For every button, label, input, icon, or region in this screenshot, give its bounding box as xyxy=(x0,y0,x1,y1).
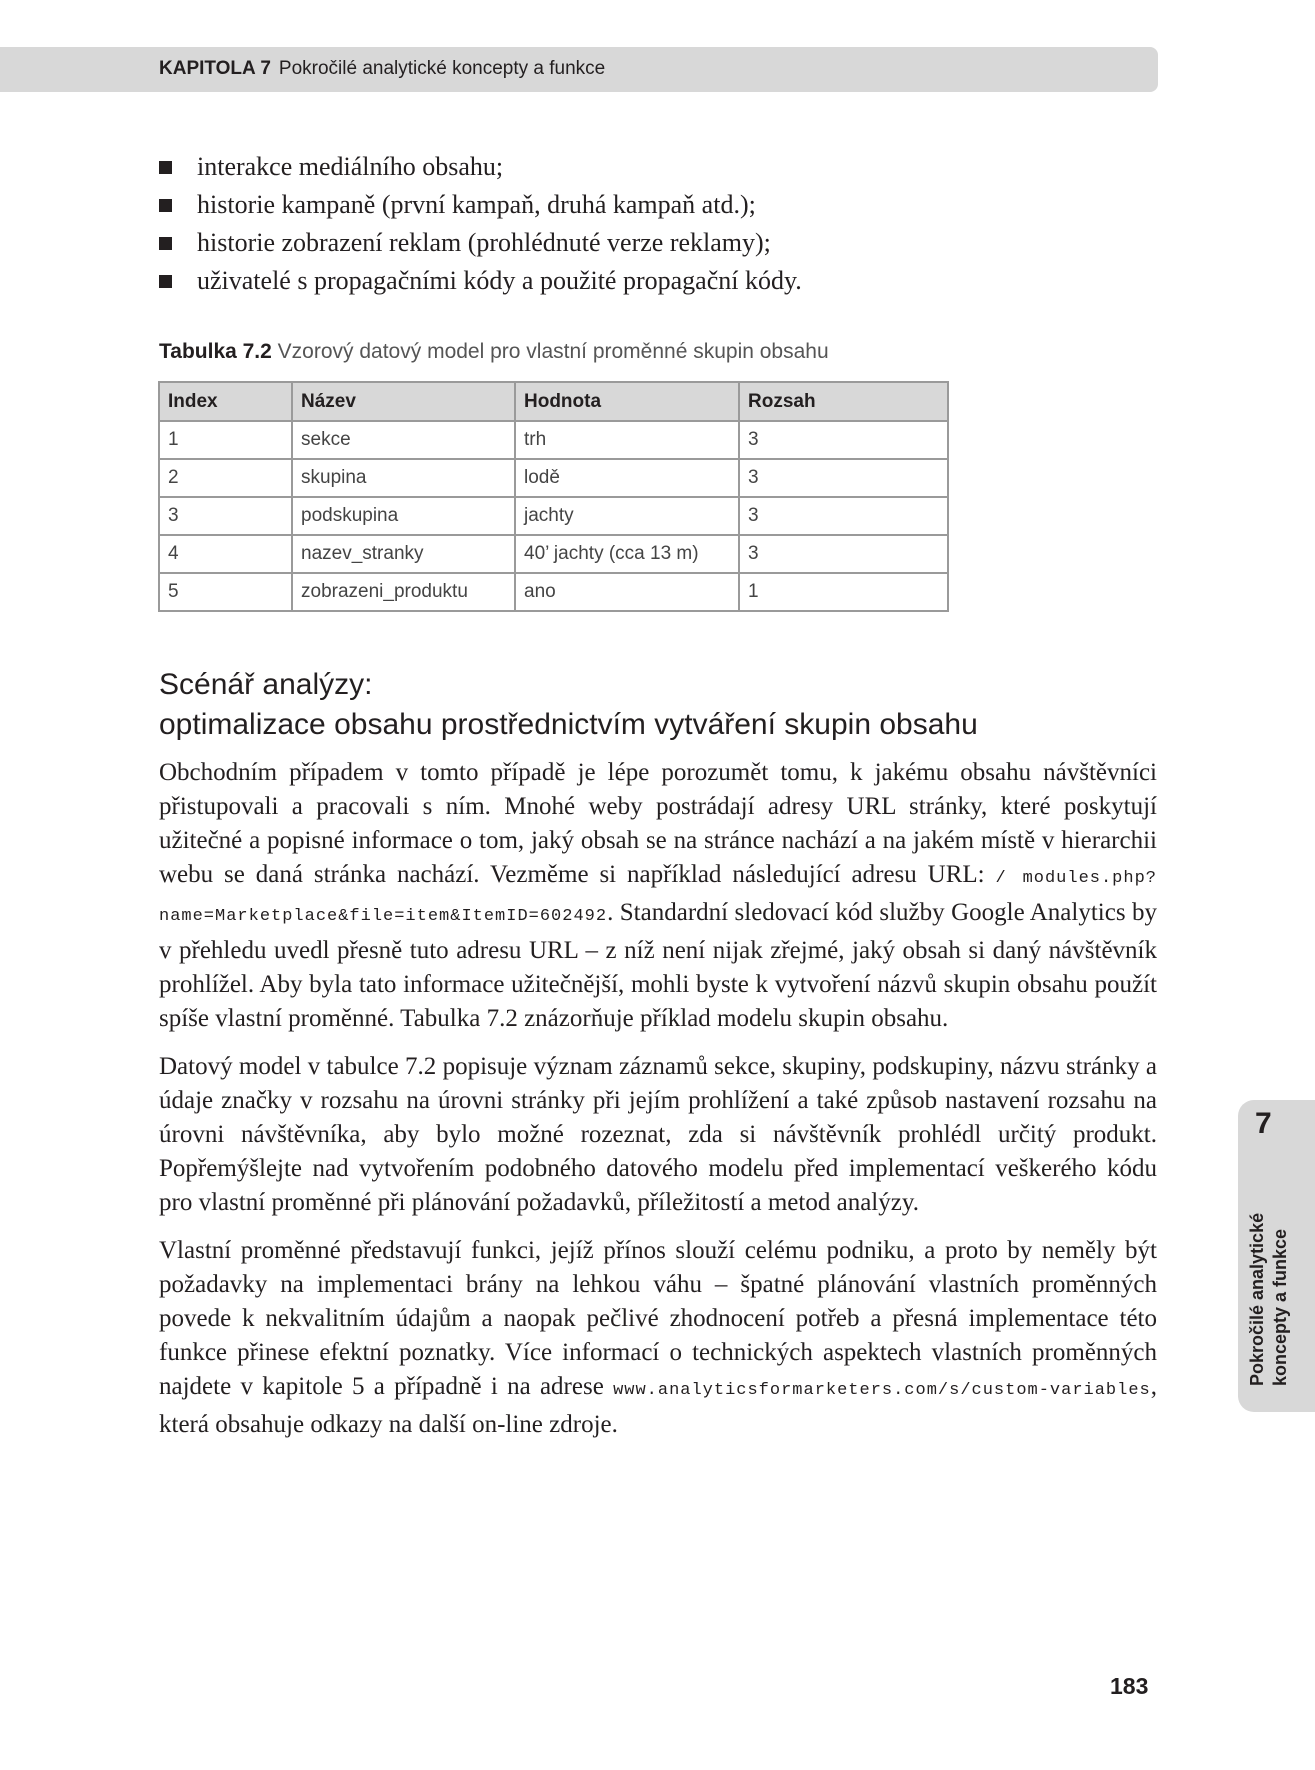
table-cell: lodě xyxy=(515,459,739,497)
table-cell: 3 xyxy=(159,497,292,535)
paragraph-1: Obchodním případem v tomto případě je lépe porozumět tomu, k jakému obsahu návštěvníci přistupovali a pracovali s ním. Mnohé weby postrádají adresy URL stránky, které poskytují užitečné a popisné informace o tom, jaký obsah se na stránce nachází a na jakém místě v hierarchii webu se daná stránka nachází. Vezměme si například následující adresu URL: / modules.php?name=Marketplace&file=item&ItemID=602492. Standardní sledovací kód služby Google Analytics by v přehledu uvedl přesně tuto adresu URL – z níž není nijak zřejmé, jaký obsah si daný návštěvník prohlížel. Aby byla tato informace užitečnější, mohli byste k vytvoření názvů skupin obsahu použít spíše vlastní proměnné. Tabulka 7.2 znázorňuje příklad modelu skupin obsahu. xyxy=(159,759,1157,1032)
table-row xyxy=(159,421,948,459)
section-heading xyxy=(159,665,978,745)
table-caption-text: Vzorový datový model pro vlastní proměnné skupin obsahu xyxy=(277,340,829,363)
table-caption xyxy=(159,340,829,364)
table-row xyxy=(159,459,948,497)
table-cell: 5 xyxy=(159,573,292,611)
content-group-table xyxy=(158,381,949,612)
table-cell: 3 xyxy=(739,421,948,459)
list-item: historie kampaně (první kampaň, druhá kampaň atd.); xyxy=(159,186,1139,224)
list-item: historie zobrazení reklam (prohlédnuté verze reklamy); xyxy=(159,224,1139,262)
table-cell: jachty xyxy=(515,497,739,535)
table-cell: 2 xyxy=(159,459,292,497)
chapter-label: KAPITOLA 7 xyxy=(159,58,271,79)
table-cell: trh xyxy=(515,421,739,459)
table-cell: 4 xyxy=(159,535,292,573)
section-heading-line-1: Scénář analýzy: xyxy=(159,668,373,701)
body-text xyxy=(159,756,1157,1456)
table-cell: 3 xyxy=(739,535,948,573)
column-header: Rozsah xyxy=(739,382,948,421)
example-url: / modules.php?name=Marketplace&file=item&ItemID=602492 xyxy=(159,869,1157,926)
column-header: Název xyxy=(292,382,515,421)
table-cell: ano xyxy=(515,573,739,611)
table-cell: zobrazeni_produktu xyxy=(292,573,515,611)
table-cell: 1 xyxy=(739,573,948,611)
table-row xyxy=(159,573,948,611)
table-cell: podskupina xyxy=(292,497,515,535)
table-cell: 3 xyxy=(739,497,948,535)
side-tab-label: Pokročilé analytické koncepty a funkce xyxy=(1247,1212,1290,1386)
paragraph-3: Vlastní proměnné představují funkci, jejíž přínos slouží celému podniku, a proto by neměly být požadavky na implementaci brány na lehkou váhu – špatné plánování vlastních proměnných povede k nekvalitním údajům a naopak pečlivé zhodnocení potřeb a přesná implementace této funkce přinese efektní poznatky. Více informací o technických aspektech vlastních proměnných najdete v kapitole 5 a případně i na adrese www.analyticsformarketers.com/s/custom-variables, která obsahuje odkazy na další on-line zdroje. xyxy=(159,1237,1157,1438)
table-row xyxy=(159,535,948,573)
chapter-title: Pokročilé analytické koncepty a funkce xyxy=(278,58,606,79)
list-item: interakce mediálního obsahu; xyxy=(159,148,1139,186)
table-header-row xyxy=(159,382,948,421)
reference-link[interactable]: www.analyticsformarketers.com/s/custom-variables xyxy=(613,1381,1151,1400)
section-heading-line-2: optimalizace obsahu prostřednictvím vytváření skupin obsahu xyxy=(159,708,978,741)
table-cell: 1 xyxy=(159,421,292,459)
table-cell: skupina xyxy=(292,459,515,497)
column-header: Hodnota xyxy=(515,382,739,421)
table-cell: sekce xyxy=(292,421,515,459)
list-item: uživatelé s propagačními kódy a použité propagační kódy. xyxy=(159,262,1139,300)
bullet-list xyxy=(159,148,1139,300)
column-header: Index xyxy=(159,382,292,421)
square-bullet-icon xyxy=(159,237,172,250)
side-tab-number: 7 xyxy=(1255,1107,1272,1140)
running-header xyxy=(159,58,605,80)
square-bullet-icon xyxy=(159,161,172,174)
paragraph-2: Datový model v tabulce 7.2 popisuje význam záznamů sekce, skupiny, podskupiny, názvu stránky a údaje značky v rozsahu na úrovni stránky při jejím prohlížení a také způsob nastavení rozsahu na úrovni návštěvníka, aby bylo možné rozeznat, zda si návštěvník prohlédl určitý produkt. Popřemýšlejte nad vytvořením podobného datového modelu před implementací veškerého kódu pro vlastní proměnné při plánování požadavků, příležitostí a metod analýzy. xyxy=(159,1053,1157,1216)
table-cell: 3 xyxy=(739,459,948,497)
table-caption-label: Tabulka 7.2 xyxy=(159,340,272,363)
square-bullet-icon xyxy=(159,275,172,288)
table-cell: nazev_stranky xyxy=(292,535,515,573)
page-number: 183 xyxy=(1110,1673,1149,1699)
table-cell: 40’ jachty (cca 13 m) xyxy=(515,535,739,573)
table-row xyxy=(159,497,948,535)
square-bullet-icon xyxy=(159,199,172,212)
